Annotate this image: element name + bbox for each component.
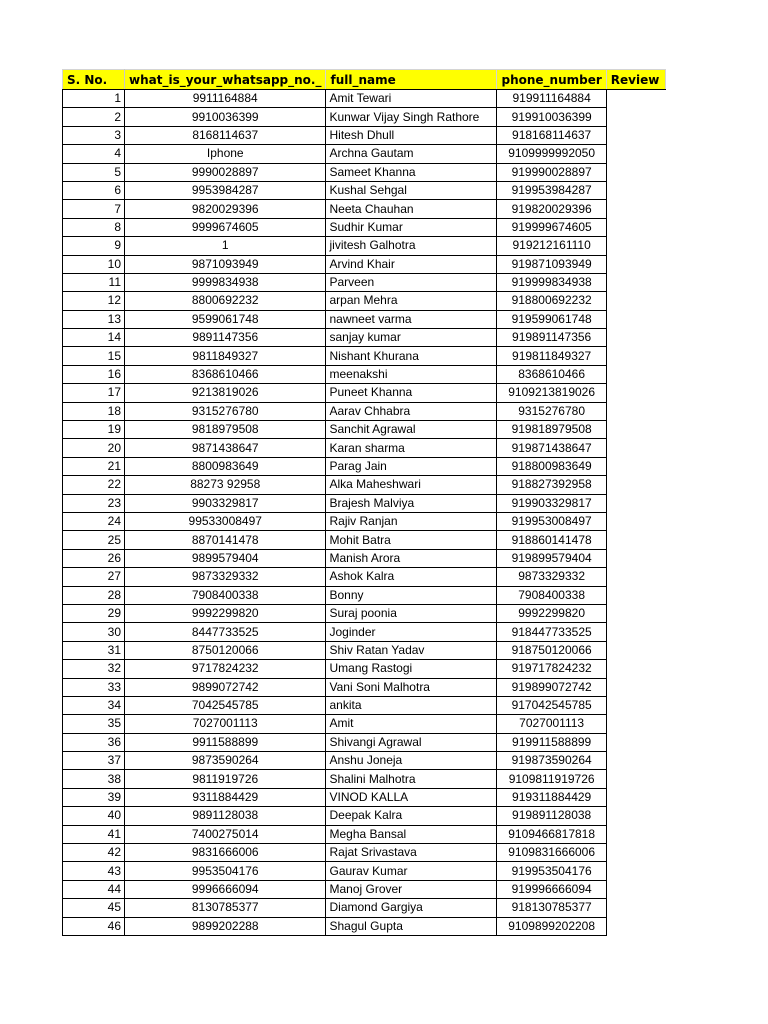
cell-review[interactable]	[606, 90, 665, 108]
cell-phone-number[interactable]: 919911164884	[497, 90, 606, 108]
cell-review[interactable]	[606, 457, 665, 475]
table-row	[63, 899, 666, 917]
cell-review[interactable]	[606, 880, 665, 898]
cell-whatsapp-no[interactable]: 9996666094	[125, 880, 326, 898]
cell-whatsapp-no[interactable]: 9953984287	[125, 181, 326, 199]
table-row	[63, 126, 666, 144]
cell-phone-number[interactable]: 919999834938	[497, 273, 606, 291]
cell-phone-number[interactable]: 919891147356	[497, 329, 606, 347]
cell-whatsapp-no[interactable]: 9891128038	[125, 807, 326, 825]
cell-full-name[interactable]: Kunwar Vijay Singh Rathore	[326, 108, 497, 126]
cell-full-name[interactable]: Anshu Joneja	[326, 752, 497, 770]
cell-review[interactable]	[606, 733, 665, 751]
cell-full-name[interactable]: Amit	[326, 715, 497, 733]
table-row	[63, 90, 666, 108]
cell-whatsapp-no[interactable]: 8130785377	[125, 899, 326, 917]
cell-phone-number[interactable]: 9992299820	[497, 604, 606, 622]
cell-sno[interactable]: 34	[63, 696, 125, 714]
table-row	[63, 108, 666, 126]
cell-review[interactable]	[606, 292, 665, 310]
cell-sno[interactable]: 5	[63, 163, 125, 181]
cell-sno[interactable]: 19	[63, 421, 125, 439]
cell-whatsapp-no[interactable]: 9871438647	[125, 439, 326, 457]
header-sno[interactable]: S. No.	[63, 70, 125, 90]
cell-sno[interactable]: 24	[63, 512, 125, 530]
cell-sno[interactable]: 8	[63, 218, 125, 236]
cell-review[interactable]	[606, 660, 665, 678]
cell-full-name[interactable]: Parveen	[326, 273, 497, 291]
cell-phone-number[interactable]: 919903329817	[497, 494, 606, 512]
cell-review[interactable]	[606, 770, 665, 788]
cell-phone-number[interactable]: 919953504176	[497, 862, 606, 880]
cell-review[interactable]	[606, 237, 665, 255]
table-row	[63, 439, 666, 457]
cell-full-name[interactable]: Nishant Khurana	[326, 347, 497, 365]
cell-full-name[interactable]: meenakshi	[326, 365, 497, 383]
cell-phone-number[interactable]: 8368610466	[497, 365, 606, 383]
cell-phone-number[interactable]: 9109811919726	[497, 770, 606, 788]
cell-whatsapp-no[interactable]: 8800692232	[125, 292, 326, 310]
cell-sno[interactable]: 26	[63, 549, 125, 567]
cell-whatsapp-no[interactable]: 9311884429	[125, 788, 326, 806]
cell-full-name[interactable]: Ashok Kalra	[326, 568, 497, 586]
cell-phone-number[interactable]: 9109899202208	[497, 917, 606, 935]
table-row	[63, 384, 666, 402]
table-row	[63, 329, 666, 347]
cell-whatsapp-no[interactable]: 9891147356	[125, 329, 326, 347]
cell-sno[interactable]: 46	[63, 917, 125, 935]
cell-sno[interactable]: 32	[63, 660, 125, 678]
cell-whatsapp-no[interactable]: 9315276780	[125, 402, 326, 420]
table-row	[63, 586, 666, 604]
cell-full-name[interactable]: Puneet Khanna	[326, 384, 497, 402]
cell-sno[interactable]: 35	[63, 715, 125, 733]
cell-review[interactable]	[606, 439, 665, 457]
cell-sno[interactable]: 10	[63, 255, 125, 273]
cell-review[interactable]	[606, 715, 665, 733]
cell-full-name[interactable]: Alka Maheshwari	[326, 476, 497, 494]
cell-phone-number[interactable]: 919311884429	[497, 788, 606, 806]
table-row	[63, 310, 666, 328]
cell-sno[interactable]: 37	[63, 752, 125, 770]
cell-phone-number[interactable]: 918447733525	[497, 623, 606, 641]
cell-full-name[interactable]: Aarav Chhabra	[326, 402, 497, 420]
cell-review[interactable]	[606, 255, 665, 273]
cell-review[interactable]	[606, 163, 665, 181]
cell-full-name[interactable]: Sameet Khanna	[326, 163, 497, 181]
cell-review[interactable]	[606, 218, 665, 236]
cell-full-name[interactable]: Shivangi Agrawal	[326, 733, 497, 751]
cell-review[interactable]	[606, 273, 665, 291]
cell-phone-number[interactable]: 919871438647	[497, 439, 606, 457]
cell-full-name[interactable]: Archna Gautam	[326, 145, 497, 163]
cell-whatsapp-no[interactable]: 8168114637	[125, 126, 326, 144]
table-row	[63, 715, 666, 733]
table-row	[63, 733, 666, 751]
header-full-name[interactable]: full_name	[326, 70, 497, 90]
cell-sno[interactable]: 4	[63, 145, 125, 163]
table-row	[63, 292, 666, 310]
cell-sno[interactable]: 27	[63, 568, 125, 586]
cell-full-name[interactable]: Karan sharma	[326, 439, 497, 457]
cell-full-name[interactable]: Mohit Batra	[326, 531, 497, 549]
cell-phone-number[interactable]: 918168114637	[497, 126, 606, 144]
cell-full-name[interactable]: Umang Rastogi	[326, 660, 497, 678]
cell-full-name[interactable]: Megha Bansal	[326, 825, 497, 843]
cell-review[interactable]	[606, 108, 665, 126]
cell-full-name[interactable]: Joginder	[326, 623, 497, 641]
header-row	[63, 70, 666, 90]
cell-phone-number[interactable]: 918827392958	[497, 476, 606, 494]
cell-whatsapp-no[interactable]: 9911588899	[125, 733, 326, 751]
cell-full-name[interactable]: arpan Mehra	[326, 292, 497, 310]
cell-full-name[interactable]: Manish Arora	[326, 549, 497, 567]
cell-sno[interactable]: 16	[63, 365, 125, 383]
cell-review[interactable]	[606, 310, 665, 328]
cell-phone-number[interactable]: 919899579404	[497, 549, 606, 567]
cell-review[interactable]	[606, 200, 665, 218]
cell-full-name[interactable]: Vani Soni Malhotra	[326, 678, 497, 696]
cell-review[interactable]	[606, 604, 665, 622]
cell-phone-number[interactable]: 919899072742	[497, 678, 606, 696]
table-row	[63, 163, 666, 181]
cell-full-name[interactable]: VINOD KALLA	[326, 788, 497, 806]
cell-whatsapp-no[interactable]: 8800983649	[125, 457, 326, 475]
cell-phone-number[interactable]: 919999674605	[497, 218, 606, 236]
cell-sno[interactable]: 7	[63, 200, 125, 218]
cell-full-name[interactable]: Sudhir Kumar	[326, 218, 497, 236]
cell-phone-number[interactable]: 919871093949	[497, 255, 606, 273]
cell-review[interactable]	[606, 678, 665, 696]
cell-phone-number[interactable]: 918800692232	[497, 292, 606, 310]
cell-phone-number[interactable]: 918130785377	[497, 899, 606, 917]
cell-phone-number[interactable]: 919996666094	[497, 880, 606, 898]
cell-phone-number[interactable]: 919910036399	[497, 108, 606, 126]
cell-whatsapp-no[interactable]: 9831666006	[125, 844, 326, 862]
cell-sno[interactable]: 38	[63, 770, 125, 788]
cell-review[interactable]	[606, 329, 665, 347]
cell-phone-number[interactable]: 9109831666006	[497, 844, 606, 862]
cell-whatsapp-no[interactable]: 9811849327	[125, 347, 326, 365]
cell-whatsapp-no[interactable]: 7908400338	[125, 586, 326, 604]
cell-review[interactable]	[606, 402, 665, 420]
cell-review[interactable]	[606, 752, 665, 770]
header-phone-number[interactable]: phone_number	[497, 70, 606, 90]
cell-sno[interactable]: 40	[63, 807, 125, 825]
cell-sno[interactable]: 25	[63, 531, 125, 549]
cell-phone-number[interactable]: 919990028897	[497, 163, 606, 181]
cell-whatsapp-no[interactable]: 9911164884	[125, 90, 326, 108]
cell-whatsapp-no[interactable]: 9910036399	[125, 108, 326, 126]
cell-sno[interactable]: 31	[63, 641, 125, 659]
cell-review[interactable]	[606, 641, 665, 659]
cell-full-name[interactable]: Bonny	[326, 586, 497, 604]
table-row	[63, 402, 666, 420]
cell-review[interactable]	[606, 531, 665, 549]
cell-sno[interactable]: 1	[63, 90, 125, 108]
header-review[interactable]: Review	[606, 70, 665, 90]
table-row	[63, 237, 666, 255]
cell-phone-number[interactable]: 9109213819026	[497, 384, 606, 402]
cell-full-name[interactable]: Neeta Chauhan	[326, 200, 497, 218]
cell-whatsapp-no[interactable]: 9873329332	[125, 568, 326, 586]
cell-sno[interactable]: 44	[63, 880, 125, 898]
cell-phone-number[interactable]: 918860141478	[497, 531, 606, 549]
cell-sno[interactable]: 15	[63, 347, 125, 365]
cell-whatsapp-no[interactable]: 9717824232	[125, 660, 326, 678]
table-row	[63, 421, 666, 439]
cell-review[interactable]	[606, 568, 665, 586]
cell-whatsapp-no[interactable]: 9599061748	[125, 310, 326, 328]
table-row	[63, 145, 666, 163]
table-row	[63, 660, 666, 678]
cell-phone-number[interactable]: 919953008497	[497, 512, 606, 530]
cell-review[interactable]	[606, 917, 665, 935]
table-row	[63, 568, 666, 586]
table-row	[63, 788, 666, 806]
cell-sno[interactable]: 18	[63, 402, 125, 420]
cell-sno[interactable]: 30	[63, 623, 125, 641]
cell-full-name[interactable]: Rajiv Ranjan	[326, 512, 497, 530]
cell-whatsapp-no[interactable]: 7027001113	[125, 715, 326, 733]
cell-sno[interactable]: 17	[63, 384, 125, 402]
cell-sno[interactable]: 23	[63, 494, 125, 512]
cell-whatsapp-no[interactable]: 8870141478	[125, 531, 326, 549]
cell-sno[interactable]: 14	[63, 329, 125, 347]
cell-phone-number[interactable]: 919820029396	[497, 200, 606, 218]
cell-sno[interactable]: 36	[63, 733, 125, 751]
cell-review[interactable]	[606, 549, 665, 567]
table-row	[63, 255, 666, 273]
table-row	[63, 273, 666, 291]
cell-whatsapp-no[interactable]: 88273 92958	[125, 476, 326, 494]
table-row	[63, 825, 666, 843]
cell-full-name[interactable]: Arvind Khair	[326, 255, 497, 273]
cell-review[interactable]	[606, 421, 665, 439]
cell-sno[interactable]: 39	[63, 788, 125, 806]
cell-sno[interactable]: 33	[63, 678, 125, 696]
cell-sno[interactable]: 42	[63, 844, 125, 862]
cell-sno[interactable]: 28	[63, 586, 125, 604]
cell-phone-number[interactable]: 919953984287	[497, 181, 606, 199]
cell-review[interactable]	[606, 788, 665, 806]
cell-phone-number[interactable]: 9109466817818	[497, 825, 606, 843]
table-row	[63, 549, 666, 567]
cell-whatsapp-no[interactable]: 9811919726	[125, 770, 326, 788]
table-row	[63, 623, 666, 641]
cell-whatsapp-no[interactable]: 9899202288	[125, 917, 326, 935]
cell-sno[interactable]: 29	[63, 604, 125, 622]
cell-full-name[interactable]: sanjay kumar	[326, 329, 497, 347]
cell-phone-number[interactable]: 919212161110	[497, 237, 606, 255]
cell-phone-number[interactable]: 9315276780	[497, 402, 606, 420]
cell-review[interactable]	[606, 145, 665, 163]
cell-whatsapp-no[interactable]: 9992299820	[125, 604, 326, 622]
cell-whatsapp-no[interactable]: 99533008497	[125, 512, 326, 530]
table-row	[63, 531, 666, 549]
cell-sno[interactable]: 2	[63, 108, 125, 126]
table-row	[63, 752, 666, 770]
cell-review[interactable]	[606, 825, 665, 843]
cell-full-name[interactable]: Shalini Malhotra	[326, 770, 497, 788]
cell-full-name[interactable]: Amit Tewari	[326, 90, 497, 108]
cell-full-name[interactable]: Diamond Gargiya	[326, 899, 497, 917]
cell-whatsapp-no[interactable]: 9999834938	[125, 273, 326, 291]
cell-review[interactable]	[606, 623, 665, 641]
cell-phone-number[interactable]: 918750120066	[497, 641, 606, 659]
table-row	[63, 476, 666, 494]
cell-whatsapp-no[interactable]: 9903329817	[125, 494, 326, 512]
cell-full-name[interactable]: Rajat Srivastava	[326, 844, 497, 862]
table-row	[63, 494, 666, 512]
table-row	[63, 696, 666, 714]
cell-phone-number[interactable]: 919818979508	[497, 421, 606, 439]
table-row	[63, 218, 666, 236]
cell-review[interactable]	[606, 899, 665, 917]
cell-sno[interactable]: 41	[63, 825, 125, 843]
cell-phone-number[interactable]: 7908400338	[497, 586, 606, 604]
cell-sno[interactable]: 9	[63, 237, 125, 255]
cell-review[interactable]	[606, 494, 665, 512]
cell-whatsapp-no[interactable]: 9990028897	[125, 163, 326, 181]
table-row	[63, 512, 666, 530]
cell-sno[interactable]: 12	[63, 292, 125, 310]
cell-sno[interactable]: 20	[63, 439, 125, 457]
cell-whatsapp-no[interactable]: 9899579404	[125, 549, 326, 567]
header-whatsapp-no[interactable]: what_is_your_whatsapp_no._	[125, 70, 326, 90]
cell-full-name[interactable]: nawneet varma	[326, 310, 497, 328]
cell-sno[interactable]: 22	[63, 476, 125, 494]
cell-whatsapp-no[interactable]: 9213819026	[125, 384, 326, 402]
cell-whatsapp-no[interactable]: 9820029396	[125, 200, 326, 218]
cell-review[interactable]	[606, 586, 665, 604]
cell-full-name[interactable]: Hitesh Dhull	[326, 126, 497, 144]
cell-review[interactable]	[606, 126, 665, 144]
cell-review[interactable]	[606, 384, 665, 402]
cell-sno[interactable]: 21	[63, 457, 125, 475]
cell-phone-number[interactable]: 919599061748	[497, 310, 606, 328]
cell-phone-number[interactable]: 918800983649	[497, 457, 606, 475]
cell-whatsapp-no[interactable]: 7400275014	[125, 825, 326, 843]
cell-full-name[interactable]: Shiv Ratan Yadav	[326, 641, 497, 659]
cell-review[interactable]	[606, 807, 665, 825]
cell-review[interactable]	[606, 181, 665, 199]
table-body	[63, 90, 666, 936]
table-row	[63, 844, 666, 862]
cell-whatsapp-no[interactable]: 9818979508	[125, 421, 326, 439]
cell-phone-number[interactable]: 7027001113	[497, 715, 606, 733]
cell-full-name[interactable]: Parag Jain	[326, 457, 497, 475]
cell-whatsapp-no[interactable]: 9873590264	[125, 752, 326, 770]
table-row	[63, 862, 666, 880]
cell-full-name[interactable]: Manoj Grover	[326, 880, 497, 898]
cell-full-name[interactable]: Shagul Gupta	[326, 917, 497, 935]
table-row	[63, 770, 666, 788]
table-row	[63, 200, 666, 218]
cell-phone-number[interactable]: 919717824232	[497, 660, 606, 678]
cell-review[interactable]	[606, 862, 665, 880]
cell-review[interactable]	[606, 844, 665, 862]
cell-whatsapp-no[interactable]: 7042545785	[125, 696, 326, 714]
cell-sno[interactable]: 6	[63, 181, 125, 199]
spreadsheet-table	[62, 69, 666, 936]
table-row	[63, 807, 666, 825]
cell-review[interactable]	[606, 347, 665, 365]
cell-sno[interactable]: 13	[63, 310, 125, 328]
cell-review[interactable]	[606, 365, 665, 383]
cell-whatsapp-no[interactable]: 8750120066	[125, 641, 326, 659]
cell-whatsapp-no[interactable]: 8368610466	[125, 365, 326, 383]
cell-phone-number[interactable]: 919891128038	[497, 807, 606, 825]
cell-full-name[interactable]: Deepak Kalra	[326, 807, 497, 825]
cell-whatsapp-no[interactable]: Iphone	[125, 145, 326, 163]
cell-whatsapp-no[interactable]: 9871093949	[125, 255, 326, 273]
cell-phone-number[interactable]: 919873590264	[497, 752, 606, 770]
table-row	[63, 880, 666, 898]
cell-review[interactable]	[606, 512, 665, 530]
cell-whatsapp-no[interactable]: 9899072742	[125, 678, 326, 696]
cell-full-name[interactable]: Sanchit Agrawal	[326, 421, 497, 439]
cell-full-name[interactable]: jivitesh Galhotra	[326, 237, 497, 255]
cell-sno[interactable]: 43	[63, 862, 125, 880]
cell-phone-number[interactable]: 919811849327	[497, 347, 606, 365]
cell-sno[interactable]: 45	[63, 899, 125, 917]
cell-phone-number[interactable]: 917042545785	[497, 696, 606, 714]
cell-review[interactable]	[606, 696, 665, 714]
table-row	[63, 365, 666, 383]
table-row	[63, 641, 666, 659]
cell-sno[interactable]: 3	[63, 126, 125, 144]
cell-phone-number[interactable]: 919911588899	[497, 733, 606, 751]
cell-whatsapp-no[interactable]: 1	[125, 237, 326, 255]
cell-whatsapp-no[interactable]: 9953504176	[125, 862, 326, 880]
table-row	[63, 347, 666, 365]
cell-sno[interactable]: 11	[63, 273, 125, 291]
cell-full-name[interactable]: ankita	[326, 696, 497, 714]
table-row	[63, 181, 666, 199]
table-row	[63, 917, 666, 935]
cell-phone-number[interactable]: 9873329332	[497, 568, 606, 586]
table-row	[63, 604, 666, 622]
cell-full-name[interactable]: Brajesh Malviya	[326, 494, 497, 512]
cell-full-name[interactable]: Gaurav Kumar	[326, 862, 497, 880]
cell-full-name[interactable]: Suraj poonia	[326, 604, 497, 622]
cell-full-name[interactable]: Kushal Sehgal	[326, 181, 497, 199]
cell-whatsapp-no[interactable]: 9999674605	[125, 218, 326, 236]
table-row	[63, 678, 666, 696]
cell-review[interactable]	[606, 476, 665, 494]
cell-whatsapp-no[interactable]: 8447733525	[125, 623, 326, 641]
cell-phone-number[interactable]: 9109999992050	[497, 145, 606, 163]
table-row	[63, 457, 666, 475]
